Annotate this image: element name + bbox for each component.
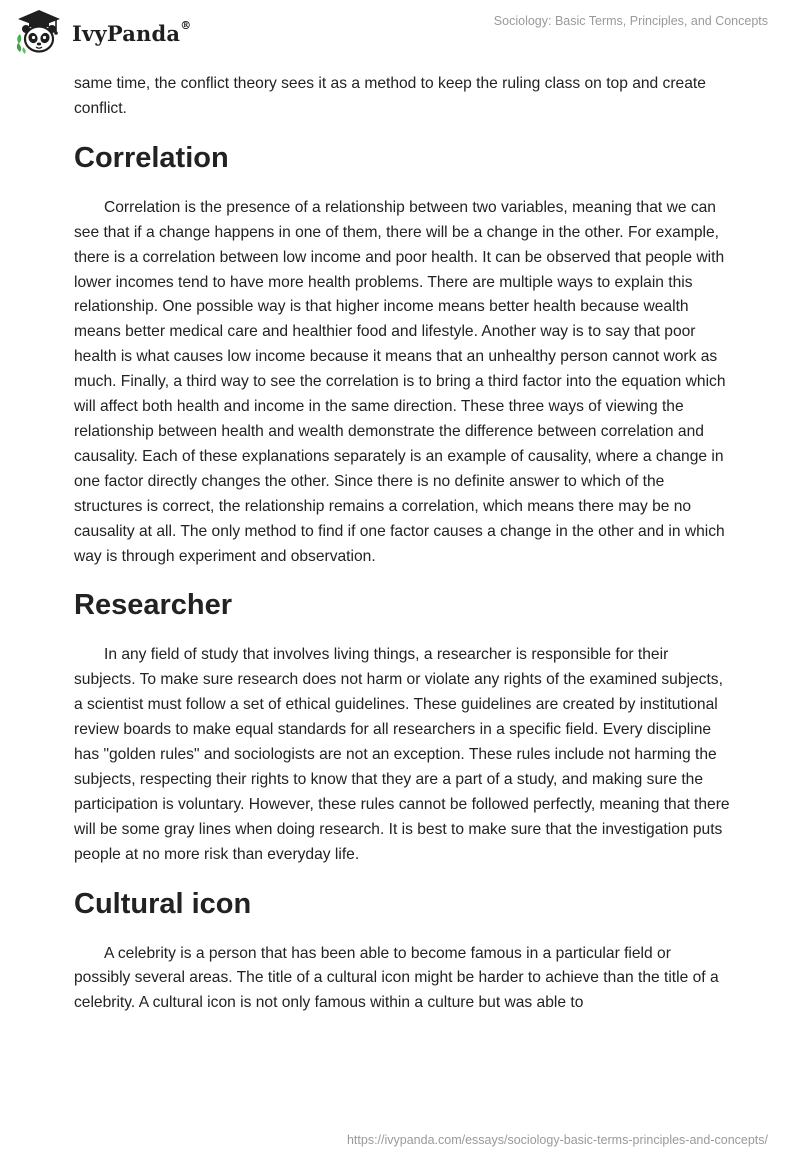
document-title: Sociology: Basic Terms, Principles, and Concepts xyxy=(493,14,768,28)
essay-content xyxy=(74,72,730,1016)
section-paragraph-cultural-icon: A celebrity is a person that has been able to become famous in a particular field or possibly several areas. The title of a cultural icon might be harder to achieve than the title of a celebrity. A cultural icon is not only famous within a culture but was able to xyxy=(74,944,719,1012)
ivypanda-logo[interactable] xyxy=(14,8,191,56)
panda-graduate-icon xyxy=(14,8,64,56)
section-paragraph-researcher: In any field of study that involves living things, a researcher is responsible for their subjects. To make sure research does not harm or violate any rights of the examined subjects, a scientist must follow a set of ethical guidelines. These guidelines are created by institutional review boards to make equal standards for all researchers in a specific field. Every discipline has "golden rules" and sociologists are not an exception. These rules include not harming the subjects, respecting their rights to know that they are a part of a study, and making sure the participation is voluntary. However, these rules cannot be followed perfectly, meaning that there will be some gray lines when doing research. It is best to make sure that the investigation puts people at no more risk than everyday life. xyxy=(74,646,730,863)
section-heading-cultural-icon: Cultural icon xyxy=(74,887,252,920)
brand-name: IvyPanda® xyxy=(72,18,192,46)
intro-paragraph: same time, the conflict theory sees it as a method to keep the ruling class on top and create conflict. xyxy=(74,75,706,117)
page-header xyxy=(0,0,800,60)
source-url[interactable]: https://ivypanda.com/essays/sociology-basic-terms-principles-and-concepts/ xyxy=(346,1133,768,1147)
section-paragraph-correlation: Correlation is the presence of a relationship between two variables, meaning that we can see that if a change happens in one of them, there will be a change in the other. For example, there is a correlation between low income and poor health. It can be observed that people with lower incomes tend to have more health problems. There are multiple ways to explain this relationship. One possible way is that higher income means better health because wealth means better medical care and healthier food and lifestyle. Another way is to say that poor health is what causes low income because it means that an unhealthy person cannot work as much. Finally, a third way to see the correlation is to bring a third factor into the equation which will affect both health and income in the same direction. These three ways of viewing the relationship between health and wealth demonstrate the difference between correlation and causality. Each of these explanations separately is an example of causality, where a change in one factor directly changes the other. Since there is no definite answer to which of the structures is correct, the relationship remains a correlation, which means there may be no causality at all. The only method to find if one factor causes a change in the other and in which way is through experiment and observation. xyxy=(74,198,726,565)
section-heading-researcher: Researcher xyxy=(74,589,232,622)
section-heading-correlation: Correlation xyxy=(74,141,229,174)
